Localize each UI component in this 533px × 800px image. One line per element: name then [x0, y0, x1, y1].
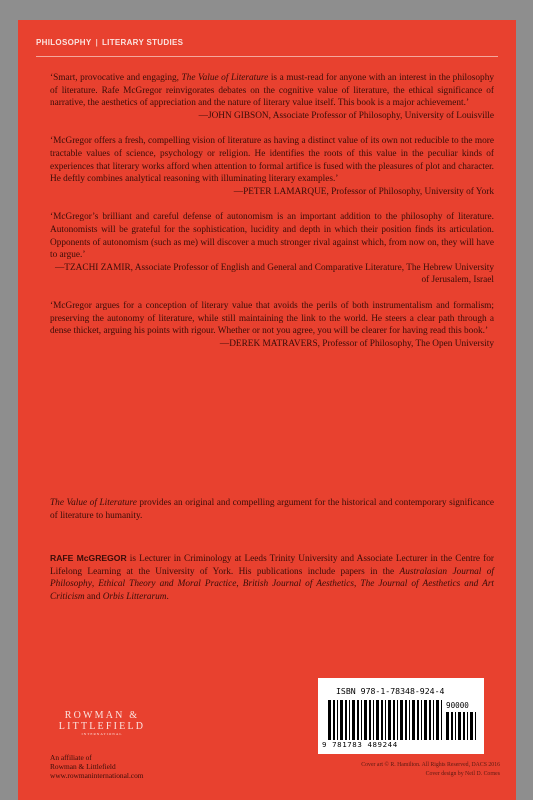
bio-separator: and [84, 591, 103, 602]
book-title-italic: The Value of Literature [50, 498, 137, 508]
barcode-bar [405, 700, 407, 740]
barcode-bar [421, 700, 422, 740]
endorsement-text: is a must-read for anyone with an interest in the philosophy of literature. Rafe McGregor reinvigorates debates on the cognitive value of literature, the ethical significance of narrative, the aesthetics of appreciation and the nature of literary value itself. This book is a major achievement.’ [50, 73, 494, 109]
endorsement-gibson [50, 72, 494, 122]
category-philosophy: PHILOSOPHY [36, 38, 92, 47]
barcode-bar [446, 712, 449, 740]
barcode-bar [463, 712, 465, 740]
bio-separator: , [91, 579, 99, 590]
category-label [36, 38, 183, 47]
isbn-barcode [318, 678, 484, 754]
barcode-bar [397, 700, 398, 740]
barcode-bar [333, 700, 335, 740]
bio-separator: . [166, 591, 169, 602]
affiliate-line: Rowman & Littlefield [50, 762, 116, 772]
barcode-bar [345, 700, 347, 740]
endorsement-attribution: —JOHN GIBSON, Associate Professor of Philosophy, University of Louisville [198, 110, 494, 121]
barcode-bar [337, 700, 338, 740]
barcode-bar [393, 700, 395, 740]
publisher-logo-sub: INTERNATIONAL [81, 732, 123, 736]
endorsement-attribution: —DEREK MATRAVERS, Professor of Philosophy, The Open University [219, 338, 494, 349]
journal-title: Ethical Theory and Moral Practice [98, 579, 237, 590]
barcode-bar [458, 712, 461, 740]
barcode-bar [364, 700, 367, 740]
author-name: RAFE McGREGOR [50, 553, 127, 563]
book-description [50, 497, 494, 522]
endorsements [50, 72, 494, 363]
barcode-bar [409, 700, 410, 740]
barcode-addon-bars [446, 712, 476, 740]
category-literary-studies: LITERARY STUDIES [102, 38, 184, 47]
barcode-bar [433, 700, 434, 740]
author-bio [50, 552, 494, 603]
bio-text: is Lecturer in Criminology at Leeds Trinity University and Associate Lecturer in the Centre for Lifelong Learning at the University of York. His publications include papers in the [50, 554, 494, 577]
publisher-website: www.rowmaninternational.com [50, 771, 144, 781]
barcode-bar [400, 700, 403, 740]
journal-title: Australasian Journal of Philosophy [50, 566, 495, 590]
barcode-bar [373, 700, 374, 740]
barcode-bar [352, 700, 355, 740]
barcode-bar [475, 712, 476, 740]
endorsement-text: ‘McGregor argues for a conception of literary value that avoids the perils of both instrumentalism and formalism; preserving the autonomy of literature, while still maintaining the link to the world. He steers a clear path through a dense thicket, arguing his points with rigour. Whether or not you agree, you will be clearer for having read this book.’ [50, 300, 494, 337]
publisher-logo [50, 710, 154, 737]
barcode-price-code: 90000 [446, 701, 469, 710]
barcode-bar [369, 700, 371, 740]
header-rule [36, 56, 498, 57]
endorsement-zamir [50, 211, 494, 287]
barcode-bar [467, 712, 468, 740]
endorsement-attribution: —PETER LAMARQUE, Professor of Philosophy, University of York [233, 186, 494, 197]
endorsement-text: ‘McGregor offers a fresh, compelling vision of literature as having a distinct value of its own not reducible to the more tractable values of science, psychology or religion. He identifies the roots of this value in the peculiar kinds of experiences that literary works afford when attention to formal artifice is fused with the pleasures of plot and character. He deftly combines analytical reasoning with illuminating literary examples.’ [50, 136, 494, 185]
endorsement-lamarque [50, 135, 494, 198]
barcode-bars [328, 700, 442, 740]
barcode-bar [328, 700, 331, 740]
barcode-bar [349, 700, 350, 740]
publisher-affiliate [50, 753, 144, 781]
barcode-bar [424, 700, 427, 740]
barcode-digits: 9 781783 489244 [322, 740, 398, 749]
description-text: provides an original and compelling argument for the historical and contemporary significance of literature to humanity. [50, 498, 494, 521]
barcode-bar [340, 700, 343, 740]
barcode-bar [388, 700, 391, 740]
barcode-bar [429, 700, 431, 740]
endorsement-matravers [50, 300, 494, 350]
barcode-bar [385, 700, 386, 740]
journal-title: British Journal of Aesthetics [242, 579, 354, 590]
bio-separator: , [354, 579, 361, 590]
publisher-logo-line1: ROWMAN & [64, 710, 140, 721]
cover-credits [300, 761, 500, 778]
endorsement-text: ‘McGregor’s brilliant and careful defense of autonomism is an important addition to the philosophy of literature. Autonomists will be grateful for the sophistication, lucidity and depth in which their position finds its articulation. Opponents of autonomism (such as me) will discover a much stronger rival against which, from now on, they will have to argue.’ [50, 212, 494, 261]
publisher-logo-line2: LITTLEFIELD [58, 721, 146, 732]
book-back-cover [18, 20, 516, 800]
cover-design-credit: Cover design by Neil D. Cornes [425, 770, 500, 777]
cover-art-credit: Cover art © R. Hamilton. All Rights Reserved, DACS 2016 [361, 762, 500, 768]
barcode-bar [417, 700, 419, 740]
bio-separator: , [236, 579, 243, 590]
barcode-bar [381, 700, 383, 740]
barcode-bar [412, 700, 415, 740]
barcode-bar [376, 700, 379, 740]
barcode-bar [436, 700, 439, 740]
journal-title: The Journal of Aesthetics and Art Criticism [50, 579, 495, 602]
affiliate-line: An affiliate of [50, 753, 92, 762]
barcode-bar [361, 700, 362, 740]
barcode-bar [455, 712, 456, 740]
category-separator: | [95, 38, 98, 47]
journal-title: Orbis Litterarum [102, 591, 167, 602]
book-title-italic: The Value of Literature [181, 73, 269, 83]
barcode-bar [357, 700, 359, 740]
barcode-bar [451, 712, 453, 740]
barcode-bar [441, 700, 442, 740]
endorsement-attribution: —TZACHI ZAMIR, Associate Professor of English and General and Comparative Literature, The Hebrew University of Jerusalem, Israel [55, 262, 494, 286]
barcode-bar [470, 712, 473, 740]
isbn-number: ISBN 978-1-78348-924-4 [336, 686, 445, 696]
endorsement-text: ‘Smart, provocative and engaging, [50, 73, 182, 83]
